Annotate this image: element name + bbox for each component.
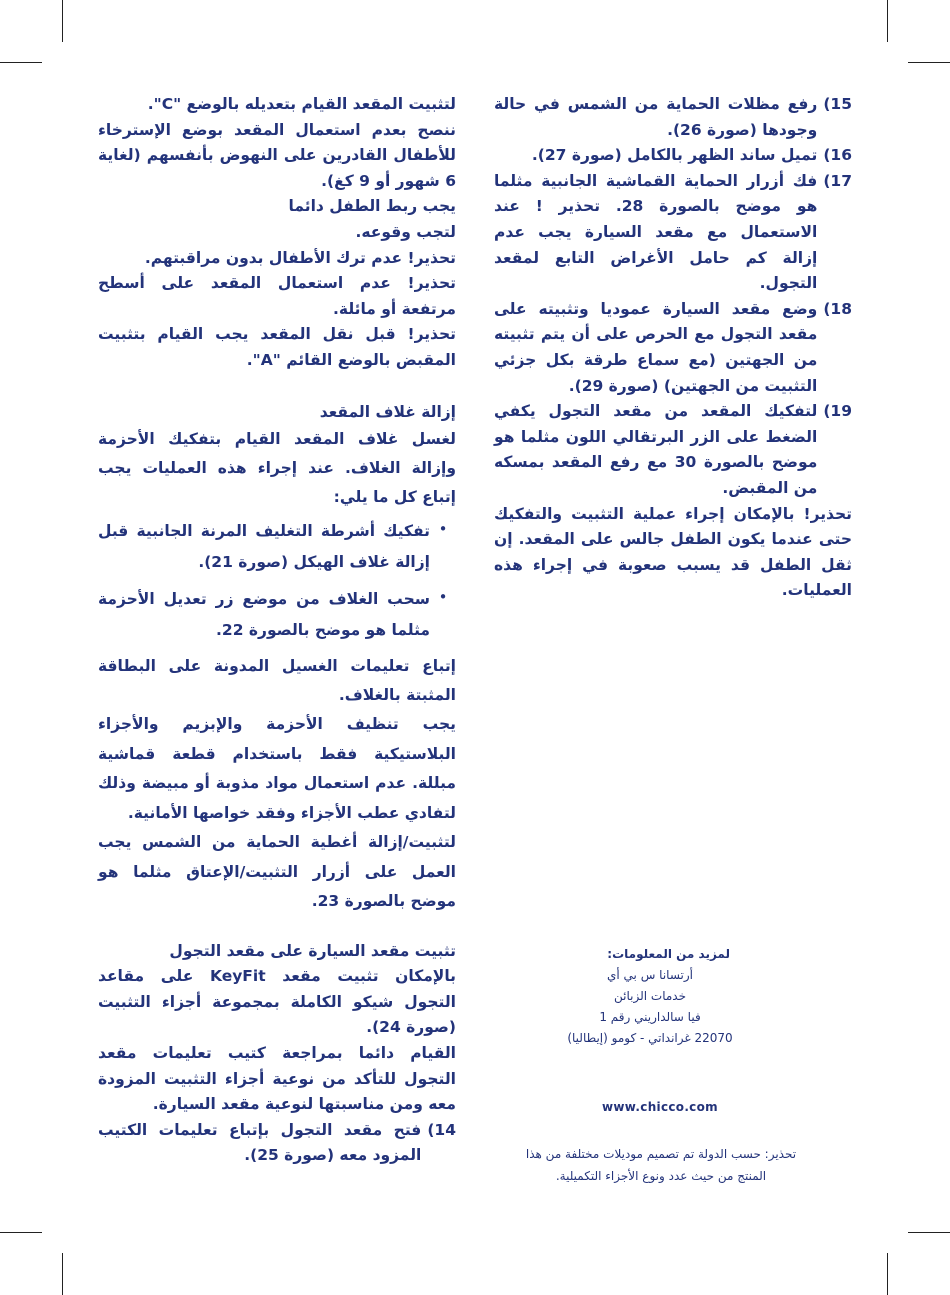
car-seat-heading: تثبيت مقعد السيارة على مقعد التجول [169, 941, 456, 960]
models-warning-line2: المنتج من حيث عدد ونوع الأجزاء التكميلية. [555, 1169, 767, 1183]
wash-instructions: إتباع تعليمات الغسيل المدونة على البطاقة المثبتة بالغلاف. [98, 657, 456, 705]
warning-surfaces: تحذير! عدم استعمال المقعد على أسطح مرتفعة أو مائلة. [98, 274, 456, 318]
crop-mark-bottom-left [62, 1253, 63, 1295]
cover-removal-heading: إزالة غلاف المقعد [319, 402, 456, 421]
crop-mark-top-right [887, 0, 888, 42]
company-name: أرتسانا س بي أي [607, 968, 693, 982]
left-column [98, 92, 456, 1169]
attach-detach-warning: تحذير! بالإمكان إجراء عملية التثبيت والتفكيك حتى عندما يكون الطفل جالس على المقعد. إن ثقل الطفل قد يسبب صعوبة في إجراء هذه العمليات. [494, 504, 852, 600]
crop-mark-left-bottom [0, 1232, 42, 1233]
harness-note: يجب ربط الطفل دائما [288, 197, 456, 216]
step-number: 19) [823, 402, 852, 421]
models-warning [486, 1143, 836, 1187]
city-address: 22070 غرانداتي - كومو (إيطاليا) [567, 1031, 733, 1045]
car-seat-compat: بالإمكان تثبيت مقعد KeyFit على مقاعد التجول شيكو الكاملة بمجموعة أجزاء التثبيت (صورة 24). [98, 967, 456, 1037]
customer-service: خدمات الزبائن [614, 989, 686, 1003]
bullet-icon: • [438, 520, 448, 539]
crop-mark-left-top [0, 62, 42, 63]
step-text: رفع مظلات الحماية من الشمس في حالة وجودها (صورة 26). [494, 95, 818, 139]
warning-supervision: تحذير! عدم ترك الأطفال بدون مراقبتهم. [144, 248, 456, 267]
crop-mark-right-top [908, 62, 950, 63]
step-18 [494, 297, 852, 399]
right-column [494, 92, 852, 604]
sun-canopy-instructions: لتثبيت/إزالة أغطية الحماية من الشمس يجب العمل على أزرار التثبيت/الإعتاق مثلما هو موضح بالصورة 23. [98, 833, 456, 911]
car-seat-check: القيام دائما بمراجعة كتيب تعليمات مقعد التجول للتأكد من نوعية أجزاء التثبيت المزودة معه ومن مناسبتها لنوعية مقعد السيارة. [98, 1044, 456, 1114]
cover-removal-intro: لغسل غلاف المقعد القيام بتفكيك الأحزمة وإزالة الغلاف. عند إجراء هذه العمليات يجب إتباع كل ما يلي: [98, 430, 456, 507]
step-number: 15) [823, 95, 852, 113]
step-14 [98, 1118, 456, 1169]
step-text: فتح مقعد التجول بإتباع تعليمات الكتيب المزود معه (صورة 25). [98, 1120, 422, 1165]
step-text: لتفكيك المقعد من مقعد التجول يكفي الضغط على الزر البرتقالي اللون مثلما هو موضح بالصورة 30 مع رفع المقعد بمسكه من المقبض. [494, 402, 818, 497]
crop-mark-top-left [62, 0, 63, 42]
cleaning-instructions: يجب تنظيف الأحزمة والإبزيم والأجزاء البلاستيكية فقط باستخدام قطعة قماشية مبللة. عدم استعمال مواد مذوبة أو مبيضة وذلك لتفادي عطب الأجزاء وفقد خواصها الأمانية. [98, 715, 456, 822]
website-link[interactable]: www.chicco.com [602, 1100, 718, 1114]
step-16 [494, 143, 852, 169]
list-item: • سحب الغلاف من موضع زر تعديل الأحزمة مثلما هو موضح بالصورة 22. [98, 584, 456, 646]
models-warning-line1: تحذير: حسب الدولة تم تصميم موديلات مختلفة من هذا [525, 1147, 797, 1161]
step-text: وضع مقعد السيارة عموديا وتثبيته على مقعد التجول مع الحرص على أن يتم تثبيته من الجهتين (مع سماع طرقة بكل جزئي التثبيت من الجهتين) (صورة 29). [494, 299, 818, 395]
step-text: فك أزرار الحماية القماشية الجانبية مثلما هو موضح بالصورة 28. تحذير ! عند الاستعمال مع مقعد السيارة يجب عدم إزالة كم حامل الأغراض التابع لمقعد التجول. [494, 171, 818, 293]
step-number: 18) [823, 299, 852, 318]
crop-mark-right-bottom [908, 1232, 950, 1233]
step-17 [494, 169, 852, 297]
contact-info [530, 944, 770, 1049]
harness-note-cont: لتجب وقوعه. [355, 222, 456, 241]
street-address: فيا سالداريني رقم 1 [599, 1010, 701, 1024]
warning-handle: تحذير! قبل نقل المقعد يجب القيام بتثبيت المقبض بالوضع القائم "A". [98, 325, 456, 369]
step-number: 14) [427, 1120, 456, 1139]
step-text: تميل ساند الظهر بالكامل (صورة 27). [531, 146, 818, 165]
step-number: 17) [823, 171, 852, 190]
bullet-icon: • [438, 588, 448, 607]
step-15 [494, 92, 852, 143]
position-c-note: لتثبيت المقعد القيام بتعديله بالوضع "C". [147, 95, 456, 113]
contact-title: لمزيد من المعلومات: [607, 947, 730, 961]
crop-mark-bottom-right [887, 1253, 888, 1295]
step-number: 16) [823, 146, 852, 165]
recline-advice: ننصح بعدم استعمال المقعد بوضع الإسترخاء للأطفال القادرين على النهوض بأنفسهم (لغاية 6 شهور أو 9 كغ). [98, 120, 456, 190]
step-19 [494, 399, 852, 501]
list-item: • تفكيك أشرطة التغليف المرنة الجانبية قبل إزالة غلاف الهيكل (صورة 21). [98, 516, 456, 578]
